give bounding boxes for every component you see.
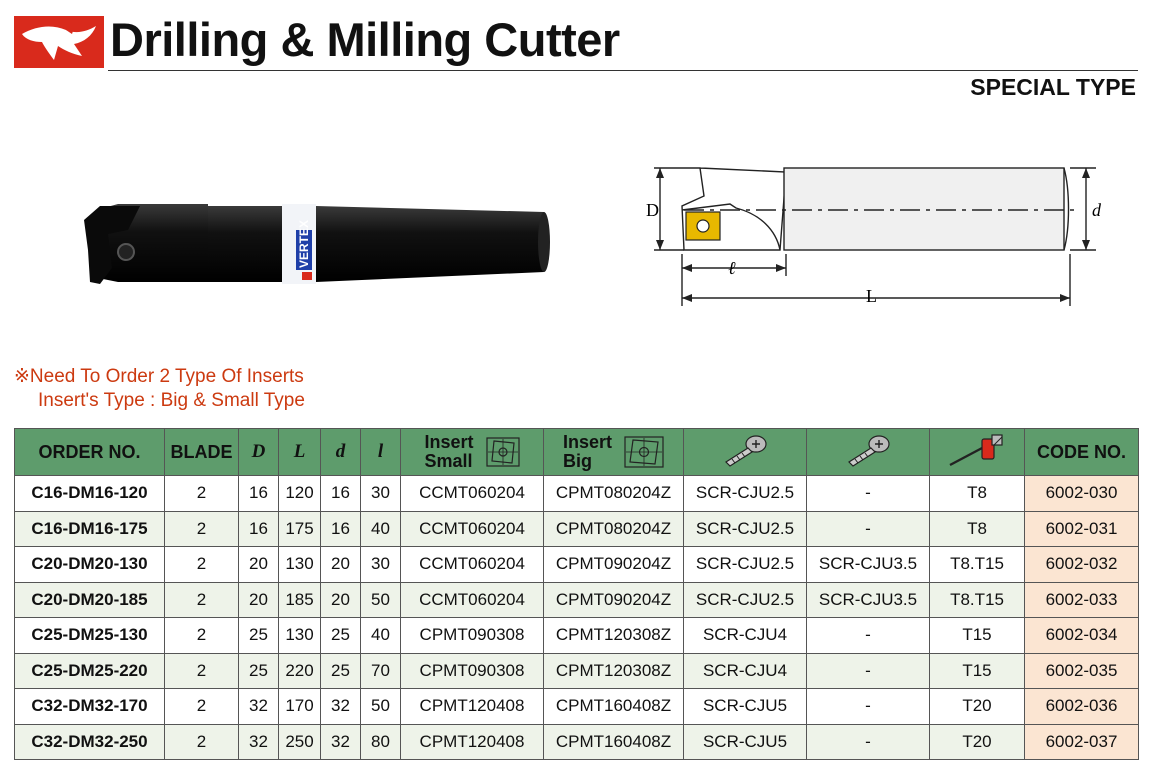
note-line-1: ※Need To Order 2 Type Of Inserts bbox=[14, 366, 304, 387]
table-row bbox=[15, 724, 1139, 760]
cell-l: 80 bbox=[361, 724, 401, 760]
cell-l: 30 bbox=[361, 476, 401, 512]
cell-big: CPMT120308Z bbox=[544, 618, 684, 654]
cell-blade: 2 bbox=[165, 618, 239, 654]
dim-l-label: ℓ bbox=[728, 258, 736, 278]
col-wrench bbox=[930, 429, 1025, 476]
cell-screw1: SCR-CJU2.5 bbox=[684, 511, 807, 547]
cell-d: 32 bbox=[321, 724, 361, 760]
dim-d-label: d bbox=[1092, 200, 1101, 220]
insert-small-label-1: Insert bbox=[424, 432, 474, 452]
cell-wrench: T8.T15 bbox=[930, 582, 1025, 618]
cell-order: C32-DM32-250 bbox=[15, 724, 165, 760]
cell-big: CPMT120308Z bbox=[544, 653, 684, 689]
cell-blade: 2 bbox=[165, 689, 239, 725]
cell-wrench: T8.T15 bbox=[930, 547, 1025, 583]
table-row bbox=[15, 511, 1139, 547]
cell-screw2: - bbox=[807, 689, 930, 725]
cell-screw2: - bbox=[807, 618, 930, 654]
cell-screw2: - bbox=[807, 653, 930, 689]
cell-l: 50 bbox=[361, 582, 401, 618]
cell-screw2: SCR-CJU3.5 bbox=[807, 547, 930, 583]
cell-order: C16-DM16-175 bbox=[15, 511, 165, 547]
cell-l: 30 bbox=[361, 547, 401, 583]
cell-d: 20 bbox=[239, 547, 279, 583]
cell-d: 16 bbox=[321, 476, 361, 512]
cell-screw2: SCR-CJU3.5 bbox=[807, 582, 930, 618]
cell-order: C20-DM20-185 bbox=[15, 582, 165, 618]
cell-d: 16 bbox=[321, 511, 361, 547]
cell-l: 50 bbox=[361, 689, 401, 725]
cell-d: 32 bbox=[239, 689, 279, 725]
cell-l: 170 bbox=[279, 689, 321, 725]
cell-l: 130 bbox=[279, 547, 321, 583]
cell-wrench: T20 bbox=[930, 689, 1025, 725]
cell-d: 20 bbox=[239, 582, 279, 618]
brand-logo bbox=[14, 16, 104, 68]
cell-order: C25-DM25-220 bbox=[15, 653, 165, 689]
cell-l: 250 bbox=[279, 724, 321, 760]
dim-D-label: D bbox=[646, 200, 659, 220]
cell-screw1: SCR-CJU5 bbox=[684, 689, 807, 725]
cell-wrench: T8 bbox=[930, 476, 1025, 512]
cell-small: CPMT120408 bbox=[401, 689, 544, 725]
product-photo bbox=[78, 190, 554, 296]
col-insert-small bbox=[401, 429, 544, 476]
cell-d: 25 bbox=[239, 618, 279, 654]
dim-L-label: L bbox=[866, 286, 877, 306]
table-row bbox=[15, 653, 1139, 689]
cell-l: 175 bbox=[279, 511, 321, 547]
order-note bbox=[14, 365, 305, 413]
cell-small: CPMT090308 bbox=[401, 653, 544, 689]
cell-small: CCMT060204 bbox=[401, 547, 544, 583]
big-insert-icon bbox=[624, 436, 664, 468]
cell-blade: 2 bbox=[165, 511, 239, 547]
cell-d: 20 bbox=[321, 547, 361, 583]
table-row bbox=[15, 582, 1139, 618]
torx-wrench-icon bbox=[946, 431, 1008, 469]
cell-code: 6002-037 bbox=[1025, 724, 1139, 760]
screw-big-icon bbox=[841, 432, 895, 468]
cell-d: 32 bbox=[239, 724, 279, 760]
cell-l: 120 bbox=[279, 476, 321, 512]
table-row bbox=[15, 476, 1139, 512]
cell-d: 16 bbox=[239, 511, 279, 547]
col-screw-small bbox=[684, 429, 807, 476]
insert-big-label-1: Insert bbox=[562, 432, 613, 452]
cell-blade: 2 bbox=[165, 724, 239, 760]
cell-code: 6002-036 bbox=[1025, 689, 1139, 725]
cell-screw2: - bbox=[807, 476, 930, 512]
cell-wrench: T15 bbox=[930, 653, 1025, 689]
page-subtitle: SPECIAL TYPE bbox=[970, 74, 1136, 100]
screw-small-icon bbox=[718, 432, 772, 468]
cell-code: 6002-033 bbox=[1025, 582, 1139, 618]
cell-blade: 2 bbox=[165, 547, 239, 583]
cell-order: C20-DM20-130 bbox=[15, 547, 165, 583]
cell-big: CPMT080204Z bbox=[544, 511, 684, 547]
cell-screw1: SCR-CJU4 bbox=[684, 618, 807, 654]
cell-small: CPMT120408 bbox=[401, 724, 544, 760]
cell-blade: 2 bbox=[165, 476, 239, 512]
cell-big: CPMT080204Z bbox=[544, 476, 684, 512]
cell-screw1: SCR-CJU5 bbox=[684, 724, 807, 760]
cell-code: 6002-035 bbox=[1025, 653, 1139, 689]
cell-wrench: T8 bbox=[930, 511, 1025, 547]
cell-l: 70 bbox=[361, 653, 401, 689]
cell-order: C16-DM16-120 bbox=[15, 476, 165, 512]
cell-wrench: T15 bbox=[930, 618, 1025, 654]
col-code-no: CODE NO. bbox=[1025, 429, 1139, 476]
cell-d: 32 bbox=[321, 689, 361, 725]
small-insert-icon bbox=[486, 437, 520, 467]
cell-screw1: SCR-CJU2.5 bbox=[684, 547, 807, 583]
cell-small: CCMT060204 bbox=[401, 511, 544, 547]
col-blade: BLADE bbox=[165, 429, 239, 476]
table-header-row bbox=[15, 429, 1139, 476]
cell-blade: 2 bbox=[165, 653, 239, 689]
cell-big: CPMT160408Z bbox=[544, 689, 684, 725]
title-divider bbox=[108, 70, 1138, 71]
cell-big: CPMT160408Z bbox=[544, 724, 684, 760]
cell-d: 25 bbox=[321, 653, 361, 689]
cell-wrench: T20 bbox=[930, 724, 1025, 760]
cell-small: CCMT060204 bbox=[401, 476, 544, 512]
table-row bbox=[15, 689, 1139, 725]
cell-order: C25-DM25-130 bbox=[15, 618, 165, 654]
col-screw-big bbox=[807, 429, 930, 476]
col-L: L bbox=[279, 429, 321, 476]
cell-screw2: - bbox=[807, 511, 930, 547]
cell-code: 6002-030 bbox=[1025, 476, 1139, 512]
technical-drawing bbox=[640, 150, 1120, 320]
cell-big: CPMT090204Z bbox=[544, 582, 684, 618]
eagle-logo-icon bbox=[14, 16, 104, 68]
col-D: D bbox=[239, 429, 279, 476]
cell-screw2: - bbox=[807, 724, 930, 760]
cell-code: 6002-034 bbox=[1025, 618, 1139, 654]
col-order-no: ORDER NO. bbox=[15, 429, 165, 476]
cell-screw1: SCR-CJU2.5 bbox=[684, 476, 807, 512]
table-row bbox=[15, 547, 1139, 583]
cell-screw1: SCR-CJU4 bbox=[684, 653, 807, 689]
cell-l: 130 bbox=[279, 618, 321, 654]
cell-l: 40 bbox=[361, 618, 401, 654]
cell-code: 6002-032 bbox=[1025, 547, 1139, 583]
col-d: d bbox=[321, 429, 361, 476]
cell-small: CPMT090308 bbox=[401, 618, 544, 654]
col-insert-big bbox=[544, 429, 684, 476]
insert-big-label-2: Big bbox=[562, 451, 592, 471]
cell-code: 6002-031 bbox=[1025, 511, 1139, 547]
spec-table bbox=[14, 428, 1139, 760]
insert-small-label-2: Small bbox=[424, 451, 473, 471]
cell-blade: 2 bbox=[165, 582, 239, 618]
cell-big: CPMT090204Z bbox=[544, 547, 684, 583]
cell-d: 25 bbox=[239, 653, 279, 689]
cell-l: 185 bbox=[279, 582, 321, 618]
cell-d: 20 bbox=[321, 582, 361, 618]
cell-l: 220 bbox=[279, 653, 321, 689]
table-row bbox=[15, 618, 1139, 654]
page-title: Drilling & Milling Cutter bbox=[110, 13, 620, 66]
product-brand-text: VERTEX bbox=[297, 219, 311, 268]
cell-d: 16 bbox=[239, 476, 279, 512]
cell-order: C32-DM32-170 bbox=[15, 689, 165, 725]
cell-l: 40 bbox=[361, 511, 401, 547]
cell-d: 25 bbox=[321, 618, 361, 654]
col-l: l bbox=[361, 429, 401, 476]
cell-screw1: SCR-CJU2.5 bbox=[684, 582, 807, 618]
note-line-2: Insert's Type : Big & Small Type bbox=[38, 390, 305, 411]
cell-small: CCMT060204 bbox=[401, 582, 544, 618]
